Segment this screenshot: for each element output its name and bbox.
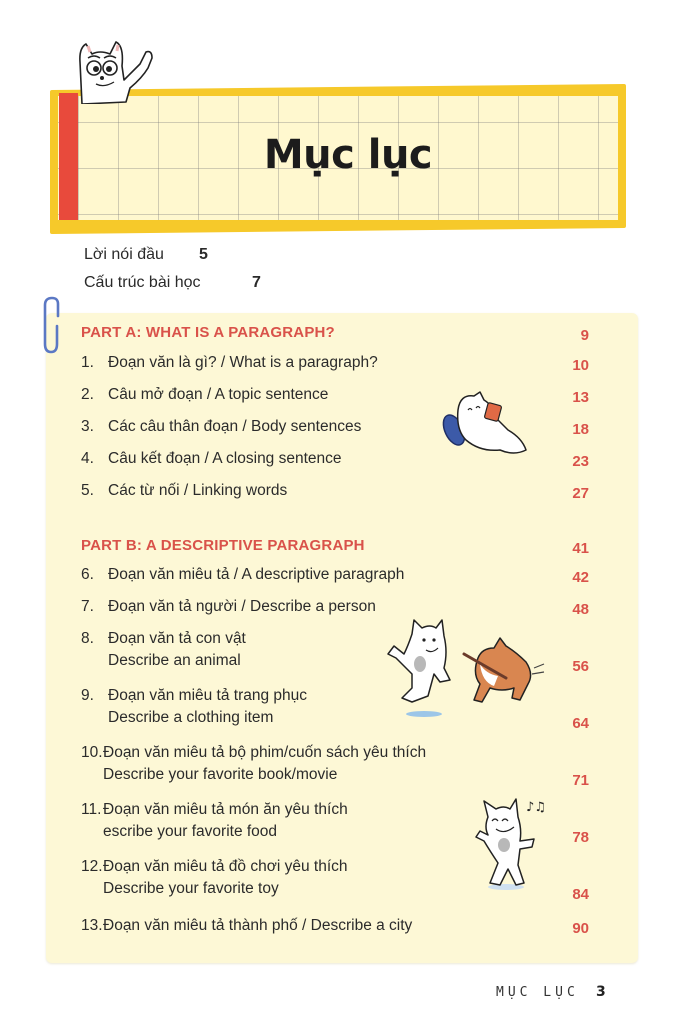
toc-item-11[interactable] [81, 801, 348, 841]
toc-item-4-page: 23 [572, 453, 589, 470]
part-b-page: 41 [572, 540, 589, 557]
item-subtitle: Describe an animal [108, 652, 241, 669]
item-number: 5. [81, 482, 94, 499]
toc-item-1[interactable] [81, 354, 378, 372]
item-title: Đoạn văn miêu tả món ăn yêu thích [103, 801, 348, 818]
part-a-page: 9 [580, 327, 589, 344]
item-number: 11. [81, 801, 102, 818]
item-number: 12. [81, 858, 103, 875]
toc-item-6[interactable] [81, 566, 404, 584]
toc-item-9-page: 64 [572, 715, 589, 732]
item-title: Đoạn văn là gì? / What is a paragraph? [108, 354, 378, 371]
item-number: 2. [81, 386, 94, 403]
svg-text:♪♫: ♪♫ [526, 800, 546, 815]
toc-item-13-page: 90 [572, 920, 589, 937]
item-number: 13. [81, 917, 103, 934]
toc-entry-label: Lời nói đầu [84, 246, 164, 263]
mascot-walking-music-illustration [470, 795, 548, 891]
toc-item-8[interactable] [81, 630, 246, 670]
toc-item-2[interactable] [81, 386, 328, 404]
toc-item-8-page: 56 [572, 658, 589, 675]
toc-item-7-page: 48 [572, 601, 589, 618]
item-title: Câu mở đoạn / A topic sentence [108, 386, 329, 403]
item-number: 9. [81, 687, 94, 704]
toc-item-2-page: 13 [572, 389, 589, 406]
toc-page-number: 7 [252, 274, 261, 291]
item-title: Đoạn văn miêu tả trang phục [108, 687, 308, 704]
toc-item-6-page: 42 [572, 569, 589, 586]
toc-item-10[interactable] [81, 744, 426, 784]
toc-item-3-page: 18 [572, 421, 589, 438]
item-title: Câu kết đoạn / A closing sentence [108, 450, 342, 467]
item-subtitle: Describe a clothing item [108, 709, 274, 726]
item-title: Các câu thân đoạn / Body sentences [108, 418, 362, 435]
part-a-title[interactable]: PART A: WHAT IS A PARAGRAPH? [81, 324, 335, 341]
item-number: 6. [81, 566, 94, 583]
item-title: Đoạn văn tả con vật [108, 630, 246, 647]
item-number: 1. [81, 354, 94, 371]
item-subtitle: Describe your favorite book/movie [103, 766, 338, 783]
toc-item-11-page: 78 [572, 829, 589, 846]
toc-item-4[interactable] [81, 450, 342, 468]
mascot-and-corgi-running-illustration [382, 618, 552, 720]
toc-item-5[interactable] [81, 482, 287, 500]
toc-item-9[interactable] [81, 687, 307, 727]
item-number: 3. [81, 418, 94, 435]
mascot-reading-illustration [440, 390, 530, 462]
item-number: 8. [81, 630, 94, 647]
item-title: Đoạn văn miêu tả / A descriptive paragraph [108, 566, 405, 583]
paperclip-icon [40, 296, 64, 356]
item-title: Đoạn văn miêu tả bộ phim/cuốn sách yêu thích [103, 744, 427, 761]
toc-intro-lesson-structure[interactable] [84, 274, 261, 292]
item-number: 7. [81, 598, 94, 615]
part-b-title[interactable]: PART B: A DESCRIPTIVE PARAGRAPH [81, 537, 365, 554]
toc-entry-label: Cấu trúc bài học [84, 274, 201, 291]
page-number: 3 [596, 984, 606, 1000]
page-title: Mục lục [263, 132, 433, 178]
toc-item-13[interactable] [81, 917, 412, 935]
cat-mascot-pointing-icon [74, 40, 184, 104]
running-title: MỤC LỤC [496, 985, 579, 1000]
toc-item-3[interactable] [81, 418, 361, 436]
item-title: Đoạn văn miêu tả thành phố / Describe a city [103, 917, 413, 934]
toc-item-12[interactable] [81, 858, 348, 898]
item-title: Đoạn văn tả người / Describe a person [108, 598, 376, 615]
item-title: Đoạn văn miêu tả đồ chơi yêu thích [103, 858, 348, 875]
toc-intro-preface[interactable] [84, 246, 208, 264]
toc-item-7[interactable] [81, 598, 376, 616]
toc-item-10-page: 71 [572, 772, 589, 789]
toc-item-12-page: 84 [572, 886, 589, 903]
item-number: 4. [81, 450, 94, 467]
toc-page-number: 5 [199, 246, 208, 263]
toc-item-5-page: 27 [572, 485, 589, 502]
item-subtitle: escribe your favorite food [103, 823, 278, 840]
toc-item-1-page: 10 [572, 357, 589, 374]
item-title: Các từ nối / Linking words [108, 482, 288, 499]
item-subtitle: Describe your favorite toy [103, 880, 279, 897]
item-number: 10. [81, 744, 103, 761]
